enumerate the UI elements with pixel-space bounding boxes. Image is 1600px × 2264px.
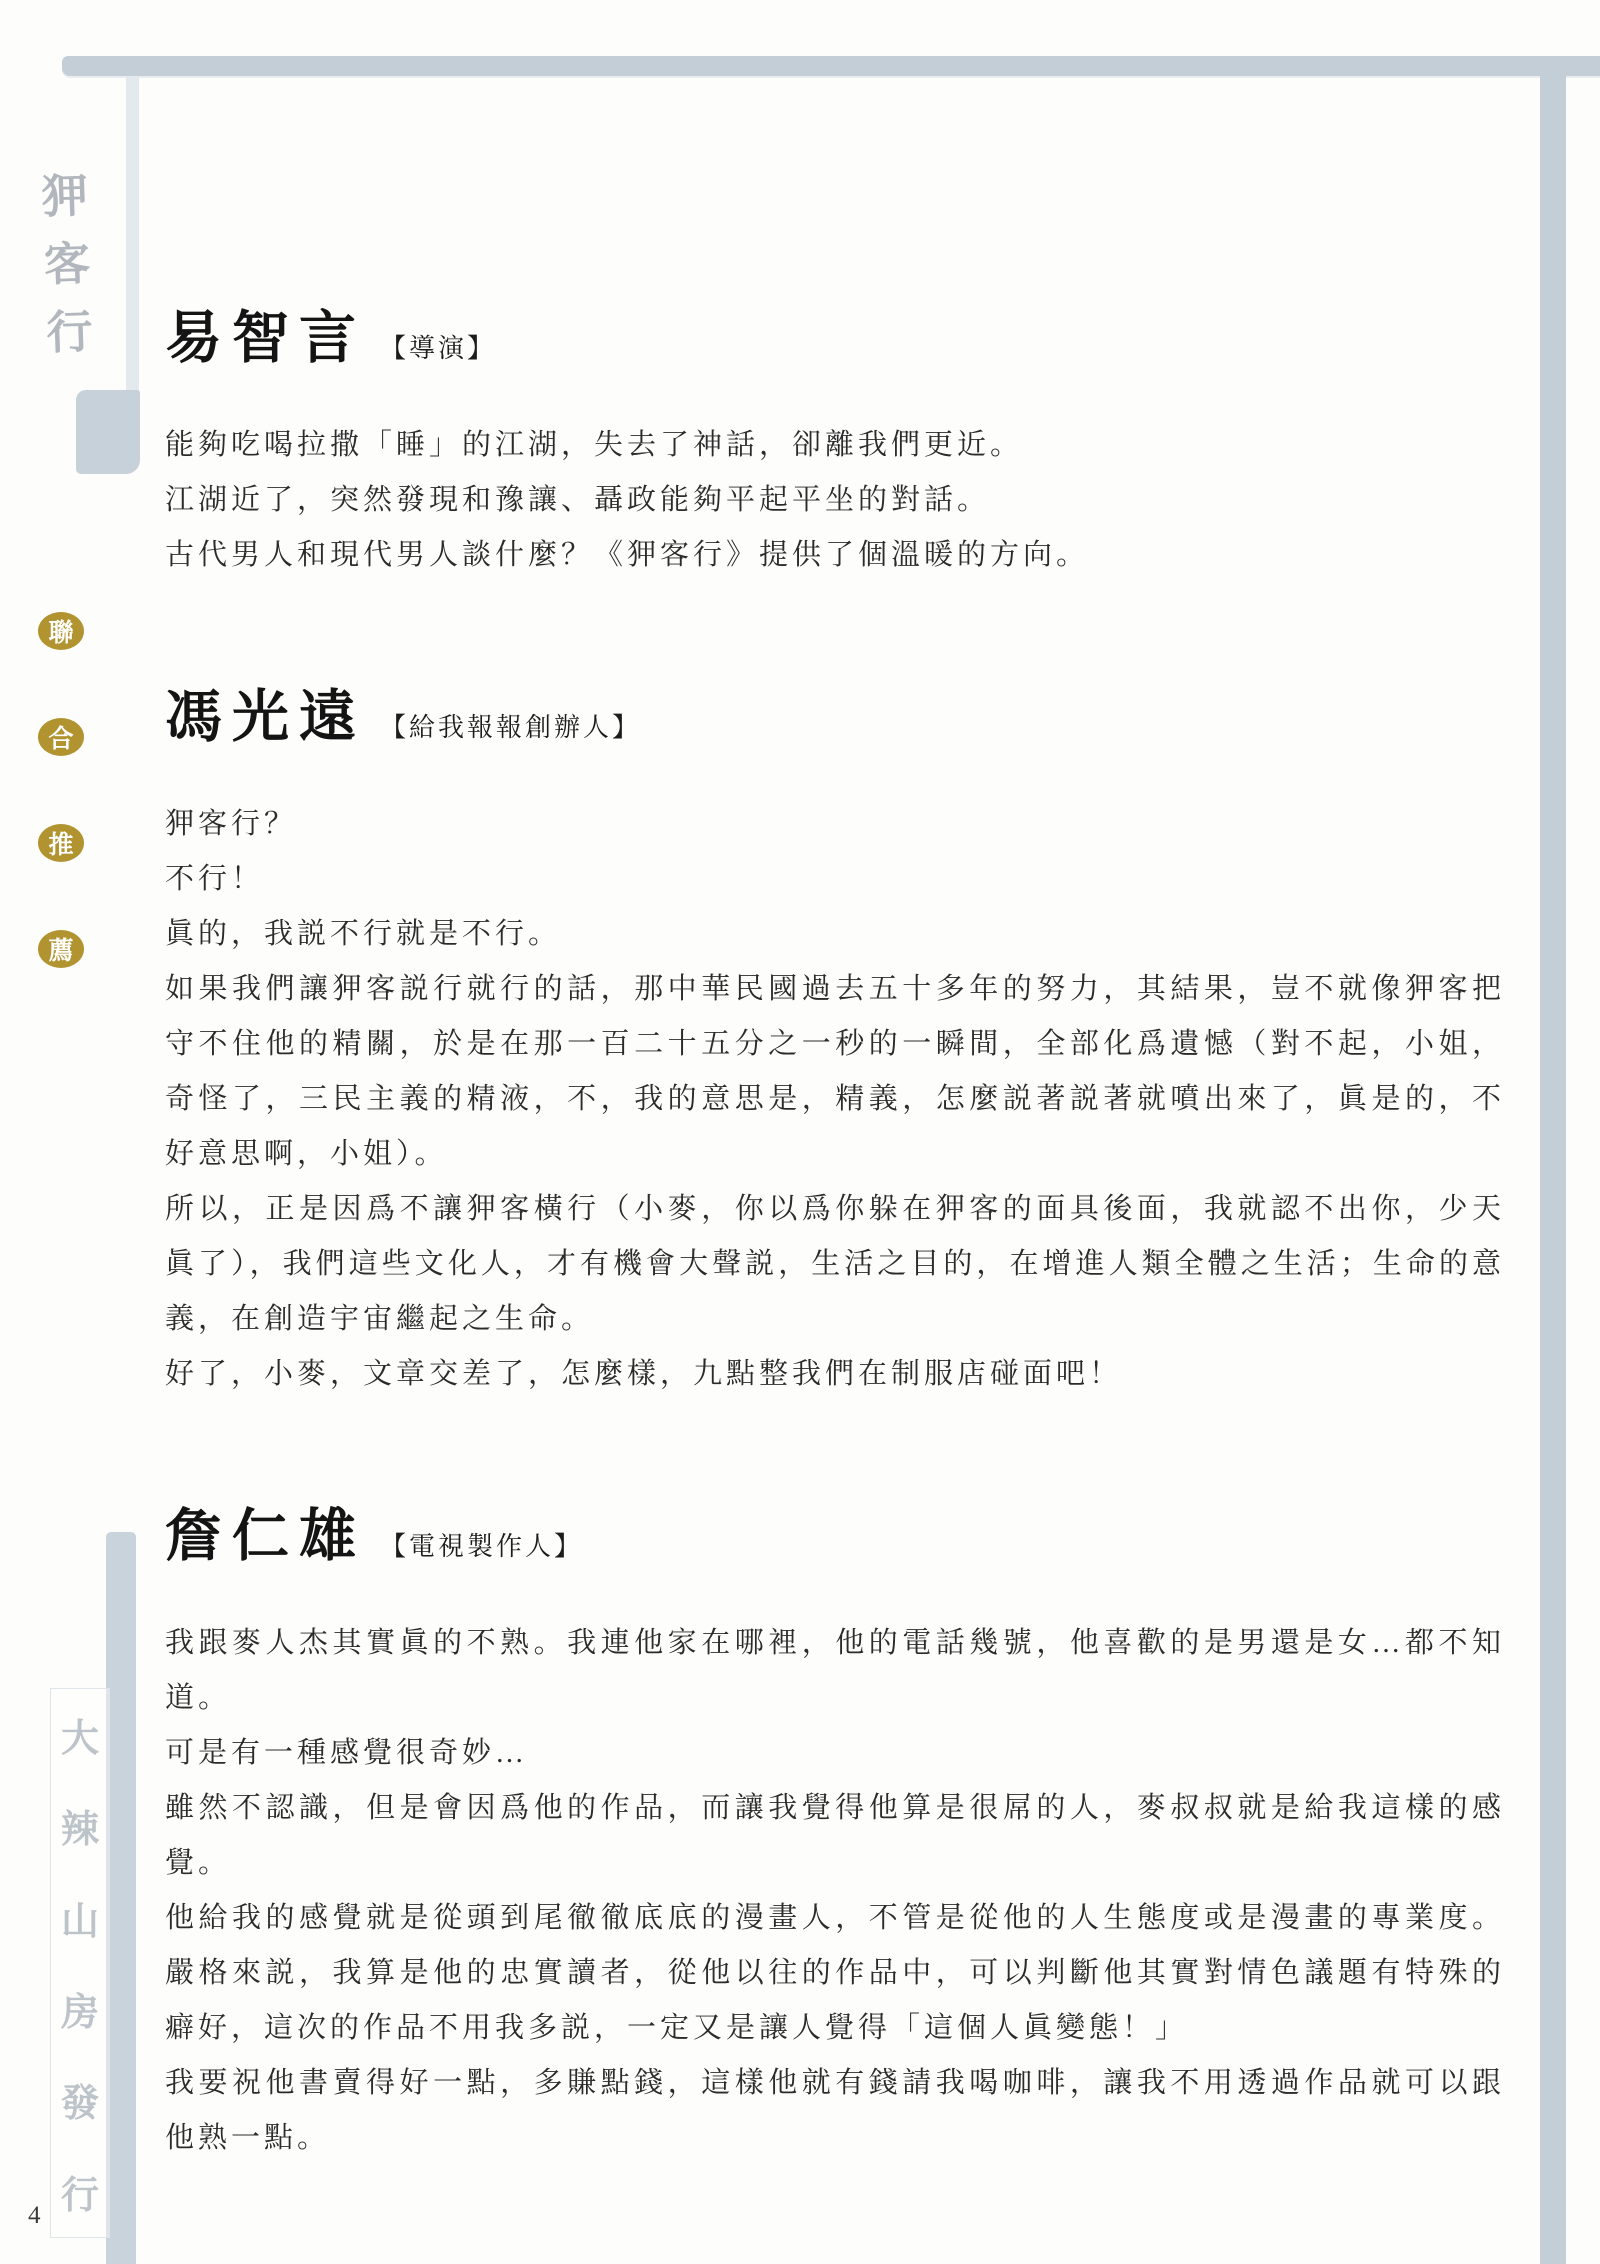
recommender-role: 【給我報報創辦人】 [380, 713, 642, 742]
recommend-badge: 薦 [38, 930, 84, 968]
joint-recommendation-badges [38, 612, 84, 968]
series-title-watermark [40, 159, 93, 362]
recommend-badge: 推 [38, 824, 84, 862]
paragraph: 我跟麥人杰其實眞的不熟。我連他家在哪裡，他的電話幾號，他喜歡的是男還是女…都不知道。 [165, 1627, 1505, 1714]
watermark-char: 客 [43, 238, 91, 291]
watermark-char: 狎 [40, 170, 89, 223]
section-title [165, 292, 1505, 374]
left-brush-stroke [126, 76, 139, 392]
top-brush-border [62, 56, 1600, 76]
paragraph: 不行！ [165, 863, 265, 895]
paragraph: 所以，正是因爲不讓狎客橫行（小麥，你以爲你躲在狎客的面具後面，我就認不出你，少天眞了），我們這些文化人，才有機會大聲説，生活之目的，在增進人類全體之生活；生命的意義，在創造宇宙繼起之生命。 [165, 1193, 1505, 1335]
recommender-role: 【導演】 [380, 334, 497, 363]
paragraph: 好了，小麥，文章交差了，怎麼樣，九點整我們在制服店碰面吧！ [165, 1358, 1123, 1390]
paragraph: 能夠吃喝拉撒「睡」的江湖，失去了神話，卻離我們更近。 [165, 429, 1024, 461]
watermark-char: 行 [45, 306, 94, 359]
page-number: 4 [28, 2202, 41, 2229]
recommendation-section-feng-kuang-yuan [165, 671, 1505, 1402]
paragraph: 他給我的感覺就是從頭到尾徹徹底底的漫畫人，不管是從他的人生態度或是漫畫的專業度。嚴格來説，我算是他的忠實讀者，從他以往的作品中，可以判斷他其實對情色議題有特殊的癖好，這次的作品不用我多説，一定又是讓人覺得「這個人眞變態！」 [165, 1902, 1505, 2044]
paragraph: 眞的，我説不行就是不行。 [165, 918, 562, 950]
paragraph: 可是有一種感覺很奇妙… [165, 1737, 529, 1769]
section-body [165, 418, 1505, 583]
section-body [165, 797, 1505, 1402]
ink-blob-decoration [76, 390, 140, 474]
recommendation-section-yi-chih-yen [165, 292, 1505, 583]
recommender-role: 【電視製作人】 [380, 1532, 584, 1561]
colophon-char: 房 [60, 1992, 99, 2035]
colophon-char: 行 [60, 2174, 99, 2217]
paragraph: 古代男人和現代男人談什麼？《狎客行》提供了個溫暖的方向。 [165, 539, 1090, 571]
recommend-badge: 聯 [38, 612, 84, 650]
recommender-name: 馮光遠 [165, 686, 366, 749]
colophon-char: 大 [60, 1718, 99, 1761]
colophon-char: 辣 [60, 1809, 99, 1852]
recommender-name: 易智言 [165, 307, 366, 370]
paragraph: 江湖近了，突然發現和豫讓、聶政能夠平起平坐的對話。 [165, 484, 991, 516]
colophon-char: 發 [60, 2083, 99, 2126]
right-brush-border [1540, 56, 1566, 2264]
paragraph: 如果我們讓狎客説行就行的話，那中華民國過去五十多年的努力，其結果，豈不就像狎客把守不住他的精關，於是在那一百二十五分之一秒的一瞬間，全部化爲遺憾（對不起，小姐，奇怪了，三民主義的精液，不，我的意思是，精義，怎麼説著説著就噴出來了，眞是的，不好意思啊，小姐）。 [165, 973, 1505, 1170]
recommender-name: 詹仁雄 [165, 1505, 366, 1568]
recommend-badge: 合 [38, 718, 84, 756]
section-body [165, 1616, 1505, 2166]
section-title [165, 1490, 1505, 1572]
publisher-colophon [50, 1688, 110, 2238]
paragraph: 雖然不認識，但是會因爲他的作品，而讓我覺得他算是很屌的人，麥叔叔就是給我這樣的感覺。 [165, 1792, 1505, 1879]
left-bottom-brush-stroke [106, 1532, 136, 2264]
section-title [165, 671, 1505, 753]
recommendations-content [165, 292, 1505, 2166]
paragraph: 狎客行？ [165, 808, 298, 840]
paragraph: 我要祝他書賣得好一點，多賺點錢，這樣他就有錢請我喝咖啡，讓我不用透過作品就可以跟他熟一點。 [165, 2067, 1505, 2154]
recommendation-section-chan-jen-hsiung [165, 1490, 1505, 2166]
colophon-char: 山 [60, 1900, 99, 1943]
